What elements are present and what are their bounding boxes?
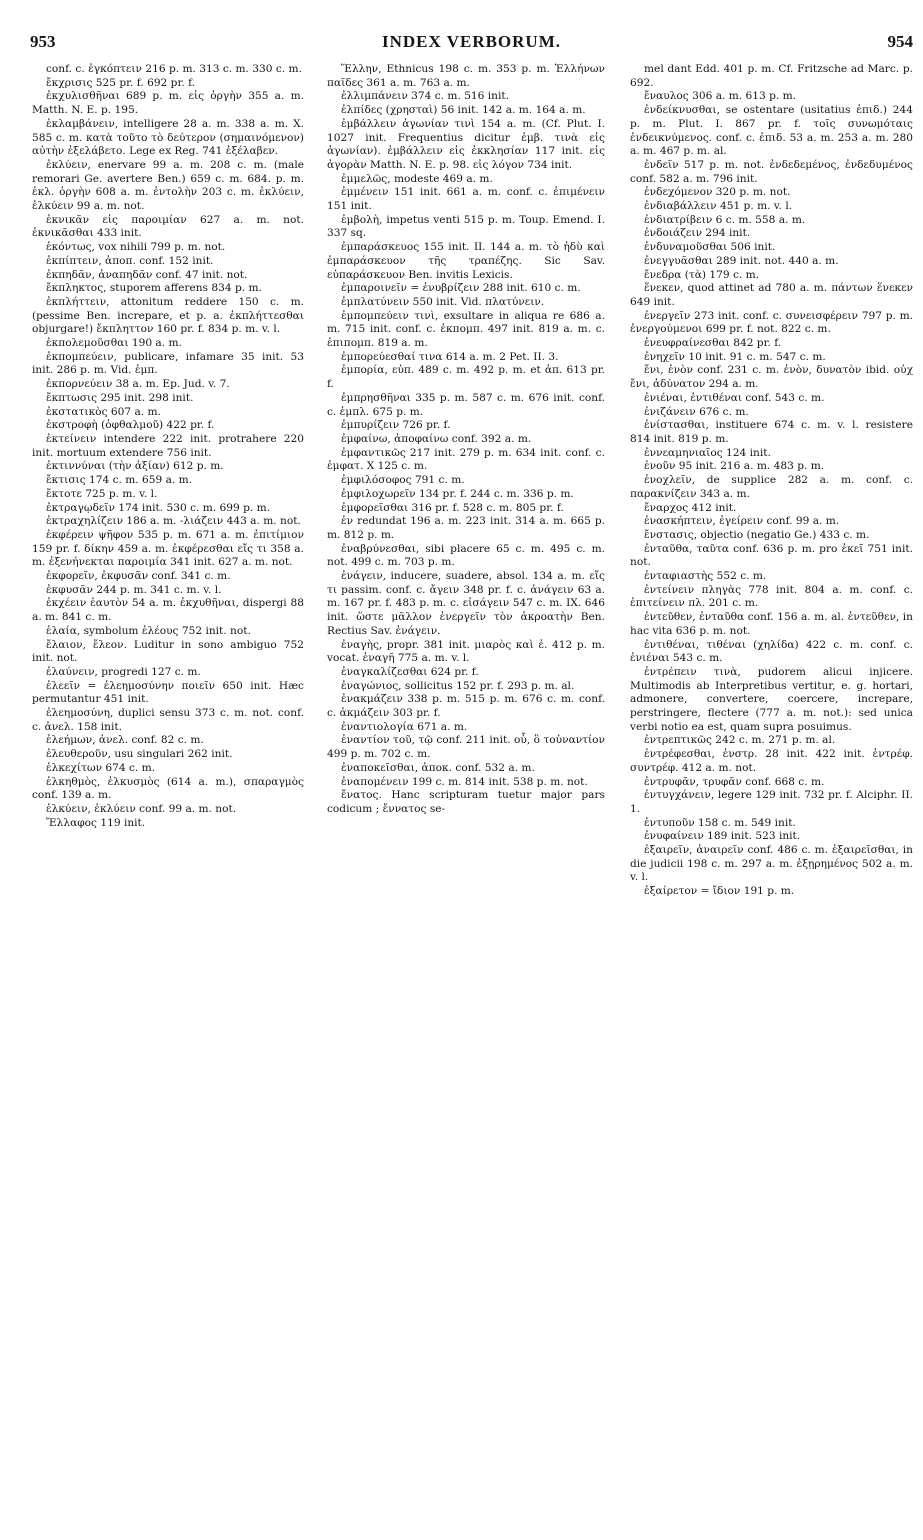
index-entry: ἐντρέπειν τινὰ, pudorem alicui injicere. Multimodis ab Interpretibus vertitur, e. g. hortari, admonere, convertere, coercere, increpare, perstringere, flectere (777 a. m. not.): sed unica verbi notio ea est, quam supra posuimus. xyxy=(630,665,913,733)
running-title: INDEX VERBORUM. xyxy=(381,32,562,51)
index-entry: ἐμφαίνω, ἀποφαίνω conf. 392 a. m. xyxy=(341,432,532,445)
index-entry: mel dant Edd. 401 p. m. Cf. Fritzsche ad Marc. p. 692. xyxy=(630,63,913,89)
index-columns xyxy=(32,63,913,1533)
index-entry: ἐκστατικὸς 607 a. m. xyxy=(46,405,161,418)
index-column-1 xyxy=(32,63,304,1533)
index-entry: ἐμπαράσκευος 155 init. II. 144 a. m. τὸ ἡδὺ καὶ ἐμπαράσκευον τῆς τραπέζης. Sic Sav. εὐπαράσκευον Ben. invitis Lexicis. xyxy=(327,241,605,281)
index-entry: ἐκφορεῖν, ἐκφυσᾶν conf. 341 c. m. xyxy=(46,570,231,583)
index-entry: ἐμβάλλειν ἀγωνίαν τινὶ 154 a. m. (Cf. Plut. I. 1027 init. Frequentius dicitur ἐμβ. τινὰ εἰς ἀγωνίαν). ἐμβάλλειν εἰς ἐκκλησίαν 117 init. εἰς ἀγορὰν Matth. N. E. p. 98. εἰς λόγον 734 init. xyxy=(327,117,605,171)
index-entry: ἐνηχεῖν 10 init. 91 c. m. 547 c. m. xyxy=(644,350,826,363)
index-entry: ἐνασκήπτειν, ἐγείρειν conf. 99 a. m. xyxy=(644,515,840,528)
index-entry: ἑλκύειν, ἐκλύειν conf. 99 a. m. not. xyxy=(46,802,237,815)
index-entry: ἔναυλος 306 a. m. 613 p. m. xyxy=(644,90,797,103)
index-entry: ἐλπίδες (χρησταὶ) 56 init. 142 a. m. 164 a. m. xyxy=(341,104,586,117)
index-entry: ἐξαιρεῖν, ἀναιρεῖν conf. 486 c. m. ἐξαιρεῖσθαι, in die judicii 198 c. m. 297 a. m. ἐξῃρημένος 502 a. m. v. l. xyxy=(630,844,913,884)
index-entry: ἔκτισις 174 c. m. 659 a. m. xyxy=(46,474,193,487)
index-entry: ἔκπληκτος, stuporem afferens 834 p. m. xyxy=(46,282,262,295)
index-entry: ἐνδεῖν 517 p. m. not. ἐνδεδεμένος, ἐνδεδυμένος conf. 582 a. m. 796 init. xyxy=(630,158,913,185)
index-entry: ἐλεεῖν = ἐλεημοσύνην ποιεῖν 650 init. Hæc permutantur 451 init. xyxy=(32,679,304,706)
index-column-3 xyxy=(630,63,913,1533)
index-entry: ἐμπλατύνειν 550 init. Vid. πλατύνειν. xyxy=(341,295,545,308)
index-entry: ἐμπαροινεῖν = ἐνυβρίζειν 288 init. 610 c. m. xyxy=(341,282,581,295)
index-entry: ἐνεγγυᾶσθαι 289 init. not. 440 a. m. xyxy=(644,254,839,267)
index-entry: ἐναντίον τοῦ, τῷ conf. 211 init. οὗ, ὃ τοὐναντίον 499 p. m. 702 c. m. xyxy=(327,734,605,761)
index-entry: ἐκφυσᾶν 244 p. m. 341 c. m. v. l. xyxy=(46,583,222,596)
index-entry: ἐκτείνειν intendere 222 init. protrahere 220 init. mortuum extendere 756 init. xyxy=(32,432,304,459)
index-entry: ἐκπλήττειν, attonitum reddere 150 c. m. (pessime Ben. increpare, et p. a. ἐκπλήττεσθαι objurgare!) ἔκπληττον 160 pr. f. 834 p. m. v. l. xyxy=(32,295,304,336)
index-entry: ἕνεκεν, quod attinet ad 780 a. m. πάντων ἕνεκεν 649 init. xyxy=(630,282,913,308)
index-entry: ἐνδιαβάλλειν 451 p. m. v. l. xyxy=(644,200,793,213)
index-entry: ἐμμελῶς, modeste 469 a. m. xyxy=(341,172,493,185)
index-entry: ἐκλύειν, enervare 99 a. m. 208 c. m. (male remorari Ge. avertere Ben.) 659 c. m. 684. p. m. ἐκλ. ὀργὴν 608 a. m. ἐντολὴν 203 c. m. ἐκλύειν, ἑλκύειν 99 a. m. not. xyxy=(32,158,304,213)
index-entry: ἐντρέφεσθαι, ἐνστρ. 28 init. 422 init. ἐντρέφ. συντρέφ. 412 a. m. not. xyxy=(630,748,913,774)
index-entry: ἐλλιμπάνειν 374 c. m. 516 init. xyxy=(341,90,510,103)
index-entry: ἔκτοτε 725 p. m. v. l. xyxy=(46,487,158,500)
index-entry: ἐνεργεῖν 273 init. conf. c. συνεισφέρειν 797 p. m. ἐνεργούμενοι 699 pr. f. not. 822 c. m. xyxy=(630,309,913,336)
index-entry: Ἕλλην, Ethnicus 198 c. m. 353 p. m. Ἑλλήνων παῖδες 361 a. m. 763 a. m. xyxy=(327,63,605,89)
index-entry: ἐκπολεμοῦσθαι 190 a. m. xyxy=(46,337,182,350)
index-entry: ἐντεῦθεν, ἐνταῦθα conf. 156 a. m. al. ἐντεῦθεν, in hac vita 636 p. m. not. xyxy=(630,611,913,637)
index-entry: ἐλεημοσύνη, duplici sensu 373 c. m. not. conf. c. ἀνελ. 158 init. xyxy=(32,707,304,733)
index-entry: ἐμπυρίζειν 726 pr. f. xyxy=(341,419,451,432)
index-entry: ἐνοχλεῖν, de supplice 282 a. m. conf. c. παρακνίζειν 343 a. m. xyxy=(630,474,913,500)
index-entry: ἐντρεπτικῶς 242 c. m. 271 p. m. al. xyxy=(644,734,836,747)
index-entry: ἐμπορία, εὐπ. 489 c. m. 492 p. m. et ἀπ. 613 pr. f. xyxy=(327,364,605,391)
index-entry: ἐκτραγῳδεῖν 174 init. 530 c. m. 699 p. m. xyxy=(46,501,271,514)
index-entry: ἐνιέναι, ἐντιθέναι conf. 543 c. m. xyxy=(644,391,825,404)
index-entry: ἔναρχος 412 init. xyxy=(644,501,737,514)
index-entry: ἐνδεχόμενον 320 p. m. not. xyxy=(644,186,791,199)
index-entry: ἐκτραχηλίζειν 186 a. m. -λιάζειν 443 a. m. not. xyxy=(46,515,301,528)
index-entry: ἐλαύνειν, progredi 127 c. m. xyxy=(46,665,201,678)
index-entry: ἐκπορνεύειν 38 a. m. Ep. Jud. v. 7. xyxy=(46,378,230,391)
index-entry: ἐμφορεῖσθαι 316 pr. f. 528 c. m. 805 pr. f. xyxy=(341,501,564,514)
index-entry: ἐλεήμων, ἀνελ. conf. 82 c. m. xyxy=(46,734,204,747)
index-entry: ἔνι, ἐνὸν conf. 231 c. m. ἐνὸν, δυνατὸν ibid. οὐχ ἔνι, ἀδύνατον 294 a. m. xyxy=(630,364,913,391)
index-entry: ἑκόντως, vox nihili 799 p. m. not. xyxy=(46,241,226,254)
index-entry: ἐνταφιαστὴς 552 c. m. xyxy=(644,570,767,583)
index-entry: ἐντείνειν πληγὰς 778 init. 804 a. m. conf. c. ἐπιτείνειν πλ. 201 c. m. xyxy=(630,583,913,610)
index-entry: ἔνστασις, objectio (negatio Ge.) 433 c. m. xyxy=(644,528,870,541)
index-entry: ἔκπτωσις 295 init. 298 init. xyxy=(46,391,194,404)
index-entry: ἐνάγειν, inducere, suadere, absol. 134 a. m. εἴς τι passim. conf. c. ἄγειν 348 pr. f. c. ἀνάγειν 63 a. m. 167 pr. f. 483 p. m. c. εἰσάγειν 547 c. m. IX. 646 init. ὥστε μᾶλλον ἐνεργεῖν τὸν ἀκροατὴν Ben. Rectius Sav. ἐνάγειν. xyxy=(327,570,605,637)
index-entry: ἐλαία, symbolum ἐλέους 752 init. not. xyxy=(46,624,251,637)
index-entry: ἐμπομπεύειν τινὶ, exsultare in aliqua re 686 a. m. 715 init. conf. c. ἐκπομπ. 497 init. 819 a. m. c. ἐπιπομπ. 819 a. m. xyxy=(327,309,605,350)
index-entry: ἐμπορεύεσθαί τινα 614 a. m. 2 Pet. II. 3. xyxy=(341,350,559,363)
index-entry: ἐντυποῦν 158 c. m. 549 init. xyxy=(644,816,796,829)
index-entry: ἐναπομένειν 199 c. m. 814 init. 538 p. m. not. xyxy=(341,775,588,788)
index-entry: ἐλευθεροῦν, usu singulari 262 init. xyxy=(46,748,233,761)
index-entry: ἐκχυλισθῆναι 689 p. m. εἰς ὀργὴν 355 a. m. Matth. N. E. p. 195. xyxy=(32,90,304,117)
index-entry: ἐμφαντικῶς 217 init. 279 p. m. 634 init. conf. c. ἐμφατ. X 125 c. m. xyxy=(327,446,605,473)
index-entry: ἐνιζάνειν 676 c. m. xyxy=(644,405,749,418)
index-entry: ἐμπρησθῆναι 335 p. m. 587 c. m. 676 init. conf. c. ἐμπλ. 675 p. m. xyxy=(327,391,605,418)
index-entry: ἐμβολὴ, impetus venti 515 p. m. Toup. Emend. I. 337 sq. xyxy=(327,213,605,240)
index-entry: ἔλαιον, ἔλεον. Luditur in sono ambiguo 752 init. not. xyxy=(32,638,304,665)
index-entry: ἐνευφραίνεσθαι 842 pr. f. xyxy=(644,337,782,350)
page-number-right: 954 xyxy=(887,32,913,51)
index-entry: ἐνακμάζειν 338 p. m. 515 p. m. 676 c. m. conf. c. ἀκμάζειν 303 pr. f. xyxy=(327,693,605,720)
running-head xyxy=(30,32,913,56)
index-entry: ἐνίστασθαι, instituere 674 c. m. v. l. resistere 814 init. 819 p. m. xyxy=(630,419,913,445)
index-entry: ἐντιθέναι, τιθέναι (χηλίδα) 422 c. m. conf. c. ἐνιέναι 543 c. m. xyxy=(630,638,913,665)
index-entry: ἐνδείκνυσθαι, se ostentare (usitatius ἐπιδ.) 244 p. m. Plut. I. 867 pr. f. τοῖς συνωμόταις ἐνδεικνύμενος. conf. c. ἐπιδ. 53 a. m. 253 a. m. 280 a. m. 467 p. m. al. xyxy=(630,104,913,158)
index-entry: ἐξαίρετον = ἴδιον 191 p. m. xyxy=(644,885,795,898)
index-entry: ἐναγκαλίζεσθαι 624 pr. f. xyxy=(341,665,479,678)
index-entry: ἐναντιολογία 671 a. m. xyxy=(341,720,468,733)
index-entry: ἑλκηθμὸς, ἑλκυσμὸς (614 a. m.), σπαραγμὸς conf. 139 a. m. xyxy=(32,775,304,802)
index-entry: ἑλκεχίτων 674 c. m. xyxy=(46,761,156,774)
index-entry: ἐναγὴς, propr. 381 init. μιαρὸς καὶ ἐ. 412 p. m. vocat. ἐναγῆ 775 a. m. v. l. xyxy=(327,638,605,665)
index-entry: ἐναγώνιος, sollicitus 152 pr. f. 293 p. m. al. xyxy=(341,679,575,692)
index-entry: ἐκχέειν ἑαυτὸν 54 a. m. ἐκχυθῆναι, dispergi 88 a. m. 841 c. m. xyxy=(32,597,304,624)
index-entry: ἐνδυναμοῦσθαι 506 init. xyxy=(644,241,776,254)
index-entry: ἐντρυφᾶν, τρυφᾶν conf. 668 c. m. xyxy=(644,775,825,788)
index-entry: ἐντυγχάνειν, legere 129 init. 732 pr. f. Alciphr. II. 1. xyxy=(630,789,913,815)
index-column-2 xyxy=(327,63,605,1533)
index-entry: Ἔλλαφος 119 init. xyxy=(46,816,146,829)
index-entry: ἐκστροφὴ (ὀφθαλμοῦ) 422 pr. f. xyxy=(46,419,215,432)
index-entry: ἐνταῦθα, ταῦτα conf. 636 p. m. pro ἐκεῖ 751 init. not. xyxy=(630,542,913,569)
index-entry: ἐκπίπτειν, ἀποπ. conf. 152 init. xyxy=(46,254,214,267)
index-entry: ἐκπομπεύειν, publicare, infamare 35 init. 53 init. 286 p. m. Vid. ἐμπ. xyxy=(32,350,304,377)
index-entry: ἐννεαμηνιαῖος 124 init. xyxy=(644,446,771,459)
index-entry: ἔνεδρα (τὰ) 179 c. m. xyxy=(644,268,760,281)
index-entry: ἐνυφαίνειν 189 init. 523 init. xyxy=(644,830,801,843)
index-entry: conf. c. ἐγκόπτειν 216 p. m. 313 c. m. 330 c. m. xyxy=(46,63,302,75)
index-entry: ἐνδοιάζειν 294 init. xyxy=(644,227,751,240)
index-entry: ἐκπηδᾶν, ἀναπηδᾶν conf. 47 init. not. xyxy=(46,268,248,281)
index-entry: ἐκφέρειν ψῆφον 535 p. m. 671 a. m. ἐπιτίμιον 159 pr. f. δίκην 459 a. m. ἐκφέρεσθαι εἴς τι 358 a. m. ἐξενήνεκται παροιμία 341 init. 627 a. m. not. xyxy=(32,528,304,569)
index-entry: ἐναποκεῖσθαι, ἀποκ. conf. 532 a. m. xyxy=(341,761,535,774)
index-entry: ἐν redundat 196 a. m. 223 init. 314 a. m. 665 p. m. 812 p. m. xyxy=(327,515,605,541)
index-entry: ἐμφιλόσοφος 791 c. m. xyxy=(341,474,465,487)
index-entry: ἐκνικᾶν εἰς παροιμίαν 627 a. m. not. ἐκνικᾶσθαι 433 init. xyxy=(32,213,304,240)
index-entry: ἐνδιατρίβειν 6 c. m. 558 a. m. xyxy=(644,213,806,226)
index-entry: ἐνοῦν 95 init. 216 a. m. 483 p. m. xyxy=(644,460,825,473)
index-entry: ἐναβρύνεσθαι, sibi placere 65 c. m. 495 c. m. not. 499 c. m. 703 p. m. xyxy=(327,542,605,569)
index-entry: ἐκτιννύναι (τὴν ἀξίαν) 612 p. m. xyxy=(46,460,224,473)
page-number-left: 953 xyxy=(30,32,56,51)
index-entry: ἐκλαμβάνειν, intelligere 28 a. m. 338 a. m. X. 585 c. m. κατὰ τοῦτο τὸ δεύτερον (σημαινόμενον) αὐτὴν ἐξελάβετο. Lege ex Reg. 741 ἐξέλαβεν. xyxy=(32,117,304,158)
index-entry: ἐμφιλοχωρεῖν 134 pr. f. 244 c. m. 336 p. m. xyxy=(341,487,574,500)
index-entry: ἔνατος. Hanc scripturam tuetur major pars codicum ; ἔννατος se- xyxy=(327,789,605,815)
index-entry: ἐμμένειν 151 init. 661 a. m. conf. c. ἐπιμένειν 151 init. xyxy=(327,186,605,213)
index-entry: ἔκχρισις 525 pr. f. 692 pr. f. xyxy=(46,76,195,89)
